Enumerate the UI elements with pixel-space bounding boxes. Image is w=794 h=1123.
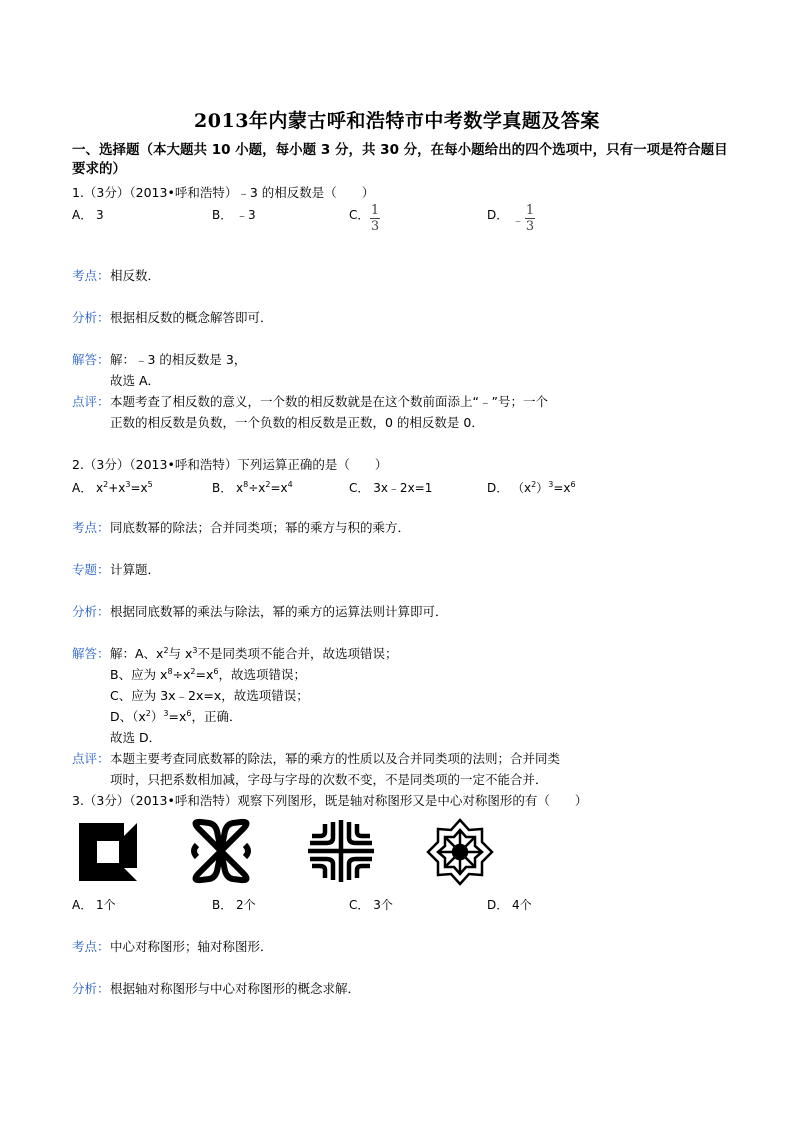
q3-figure-4-star-rosette — [424, 818, 496, 886]
q1-option-b: B． ﹣3 — [212, 208, 256, 222]
q2-zhuanti: 计算题． — [110, 562, 161, 577]
q1-kaodian-label: 考点： — [72, 268, 110, 283]
section-heading: 一、选择题（本大题共 10 小题，每小题 3 分，共 30 分，在每小题给出的四个选项中，只有一项是符合题目要求的） — [72, 142, 728, 177]
q1-option-d-letter: D． — [487, 208, 509, 222]
q2-option-a: A． $x^2+x^3=x^5$ — [72, 480, 153, 495]
q1-dianping-label: 点评： — [72, 394, 110, 409]
q2-zhuanti-label: 专题： — [72, 562, 110, 577]
q1-stem: 1.（3分）（2013•呼和浩特）﹣3 的相反数是（ ） — [72, 185, 375, 200]
q1-fenxi-label: 分析： — [72, 310, 110, 325]
q2-fenxi-label: 分析： — [72, 604, 110, 619]
q2-dianping-line-2: 项时，只把系数相加减，字母与字母的次数不变，不是同类项的一定不能合并． — [110, 772, 548, 787]
q2-jieda-line-4: D、$(x^2)^3=x^6$，正确． — [110, 709, 242, 724]
q3-stem: 3.（3分）（2013•呼和浩特）观察下列图形，既是轴对称图形又是中心对称图形的有（ ） — [72, 793, 588, 808]
q1-option-c-fraction — [370, 203, 380, 234]
q2-kaodian: 同底数幂的除法；合并同类项；幂的乘方与积的乘方． — [110, 520, 411, 535]
q1-option-a: A． 3 — [72, 208, 104, 222]
q2-fenxi: 根据同底数幂的乘法与除法，幂的乘方的运算法则计算即可． — [110, 604, 448, 619]
q2-option-b: B． $x^8\div x^2=x^4$ — [212, 480, 293, 495]
q1-option-c-denominator: 3 — [370, 219, 380, 234]
q1-option-d-fraction — [525, 203, 535, 234]
q1-option-d-denominator: 3 — [525, 219, 535, 234]
q3-option-c: C． 3个 — [349, 898, 393, 912]
q2-jieda-line-5: 故选 D． — [110, 730, 162, 745]
q2-jieda-line-3: C、应为 3x﹣2x=x，故选项错误； — [110, 688, 309, 703]
q2-kaodian-label: 考点： — [72, 520, 110, 535]
q1-dianping-line-1: 本题考查了相反数的意义，一个数的相反数就是在这个数前面添上“﹣”号；一个 — [110, 394, 548, 409]
q2-jieda-line-1: 解：A、$x^2$与 $x^3$不是同类项不能合并，故选项错误； — [110, 646, 398, 661]
q3-figure-2-petal-knot — [186, 818, 256, 884]
q1-option-c-numerator: 1 — [370, 203, 380, 218]
q1-jieda-line-2: 故选 A． — [110, 373, 161, 388]
q3-fenxi-label: 分析： — [72, 981, 110, 996]
q2-option-c: C． 3x﹣2x=1 — [349, 481, 433, 495]
q1-fenxi: 根据相反数的概念解答即可． — [110, 310, 273, 325]
q1-option-c-letter: C． — [349, 208, 370, 222]
page-title: 2013年内蒙古呼和浩特市中考数学真题及答案 — [194, 110, 600, 132]
q1-option-d-sign: ﹣ — [512, 213, 525, 227]
q2-stem: 2.（3分）（2013•呼和浩特）下列运算正确的是（ ） — [72, 457, 388, 472]
q3-figure-1-square-logo — [74, 818, 142, 886]
q2-dianping-label: 点评： — [72, 751, 110, 766]
q3-fenxi: 根据轴对称图形与中心对称图形的概念求解． — [110, 981, 361, 996]
q3-option-a: A． 1个 — [72, 898, 116, 912]
q1-option-d-numerator: 1 — [525, 203, 535, 218]
q3-option-d: D． 4个 — [487, 898, 532, 912]
q3-kaodian-label: 考点： — [72, 939, 110, 954]
q2-dianping-line-1: 本题主要考查同底数幂的除法，幂的乘方的性质以及合并同类项的法则；合并同类 — [110, 751, 561, 766]
q3-figure-3-line-cross — [306, 818, 376, 884]
q1-jieda-label: 解答： — [72, 352, 110, 367]
q1-dianping-line-2: 正数的相反数是负数，一个负数的相反数是正数，0 的相反数是 0． — [110, 415, 484, 430]
q3-kaodian: 中心对称图形；轴对称图形． — [110, 939, 273, 954]
q1-jieda-line-1: 解：﹣3 的相反数是 3， — [110, 352, 247, 367]
q2-jieda-line-2: B、应为 $x^8\div x^2=x^6$，故选项错误； — [110, 667, 306, 682]
q3-option-b: B． 2个 — [212, 898, 256, 912]
q1-kaodian: 相反数． — [110, 268, 161, 283]
q2-jieda-label: 解答： — [72, 646, 110, 661]
q2-option-d: D． $(x^2)^3=x^6$ — [487, 480, 576, 495]
